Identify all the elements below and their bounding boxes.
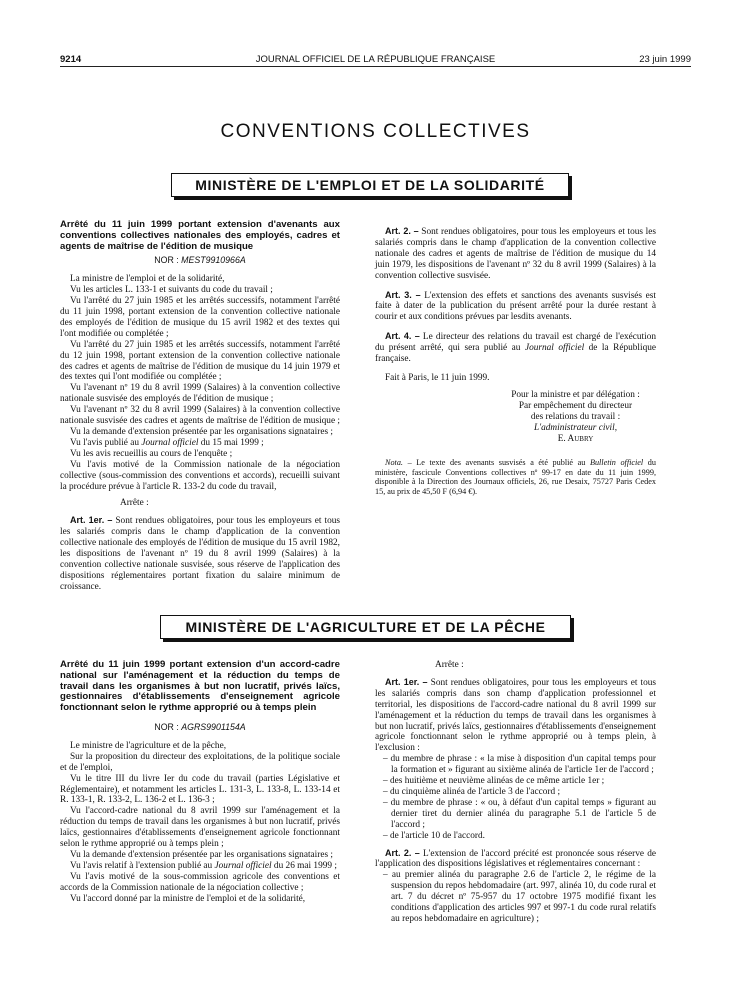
visa-line: Vu l'avis motivé de la sous-commission agricole des conventions et accords de la Commission nationale de la négociation collective ; xyxy=(60,871,340,893)
arrete-title: Arrêté du 11 juin 1999 portant extension d'un accord-cadre national sur l'aménagement et la réduction du temps de travail dans les organismes à but non lucratif, privés laïcs, gestionnaires d'établissements d'enseignement agricole fonctionnant selon le rythme approprié ou à temps plein xyxy=(60,659,340,714)
signatory-role: L'administrateur civil, xyxy=(533,422,618,433)
visa-journal: Vu l'avis relatif à l'extension publié au Journal officiel du 26 mai 1999 ; xyxy=(70,860,337,871)
column-emploi-left xyxy=(60,220,340,593)
article-4: Art. 4. – Le directeur des relations du travail est chargé de l'exécution du présent arrêté, qui sera publié au Journal officiel de la République française. xyxy=(375,331,657,365)
column-emploi-right xyxy=(375,220,656,496)
header-rule xyxy=(60,66,691,67)
exclusion-list xyxy=(375,754,656,841)
visa-line: Vu l'accord-cadre national du 8 avril 1999 sur l'aménagement et la réduction du temps de travail dans les organismes à but non lucratif, privés laïcs, gestionnaires d'établissements d'enseignement agricole fonctionnant selon le rythme approprié ou à temps plein ; xyxy=(60,806,340,850)
visa-line: Vu l'accord donné par la ministre de l'emploi et de la solidarité, xyxy=(70,893,306,904)
visa-line: Vu les articles L. 133-1 et suivants du code du travail ; xyxy=(70,285,273,296)
list-item: – du cinquième alinéa de l'article 3 de l'accord ; xyxy=(383,786,561,797)
article-2: Art. 2. – L'extension de l'accord précité est prononcée sous réserve de l'application des dispositions législatives et réglementaires concernant : xyxy=(375,847,656,870)
page-header xyxy=(60,54,691,70)
journal-title: JOURNAL OFFICIEL DE LA RÉPUBLIQUE FRANÇAISE xyxy=(255,54,496,65)
list-item: – des huitième et neuvième alinéas de ce même article 1er ; xyxy=(383,776,605,787)
ministry-box-emploi: MINISTÈRE DE L'EMPLOI ET DE LA SOLIDARITÉ xyxy=(171,173,569,197)
signature-block: Pour la ministre et par délégation : Par empêchement du directeur des relations du travail : L'administrateur civil, E. Aubry xyxy=(375,390,656,445)
nota: Nota. – Le texte des avenants susvisés a été publié au Bulletin officiel du ministère, fascicule Conventions collectives nº 99-17 en date du 11 juin 1999, disponible à la Direction des Journaux officiels, 26, rue Desaix, 75727 Paris Cedex 15, au prix de 45,50 F (6,94 €). xyxy=(375,458,656,496)
signatory-name: E. Aubry xyxy=(557,433,594,444)
list-item: – au premier alinéa du paragraphe 2.6 de l'article 2, le régime de la suspension du repos hebdomadaire (art. 997, alinéa 10, du code rural et art. 7 du décret nº 75-957 du 17 octobre 1975 modifié fixant les conditions d'application des articles 997 et 997-1 du code rural relatifs au repos hebdomadaire en agriculture) ; xyxy=(383,870,656,924)
article-1: Art. 1er. – Sont rendues obligatoires, pour tous les employeurs et tous les salariés compris dans son champ d'application professionnel et territorial, les dispositions de l'accord-cadre national du 8 avril 1999 sur l'aménagement et la réduction du temps de travail dans les organismes à but non lucratif, privés laïcs, gestionnaires d'établissements d'enseignement agricole fonctionnant selon le rythme approprié ou à temps plein, à l'exclusion : xyxy=(375,676,656,754)
visa-line: Vu l'arrêté du 27 juin 1985 et les arrêtés successifs, notamment l'arrêté du 11 juin 1998, portant extension de la convention collective nationale des employés de l'édition de musique du 15 avril 1982 et des textes qui l'ont modifiée ou complétée ; xyxy=(60,296,340,339)
section-title: CONVENTIONS COLLECTIVES xyxy=(220,121,531,142)
article-3: Art. 3. – L'extension des effets et sanctions des avenants susvisés est faite à dater de la publication du présent arrêté pour la durée restant à courir et aux conditions prévues par lesdits avenants. xyxy=(375,289,656,323)
visa-line: Vu l'avis motivé de la Commission nationale de la négociation collective (sous-commission des conventions et accords), recueilli suivant la procédure prévue à l'article R. 133-2 du code du travail, xyxy=(60,459,340,492)
article-1: Art. 1er. – Sont rendues obligatoires, pour tous les employeurs et tous les salariés compris dans le champ d'application de la convention collective nationale des employés de l'édition de musique du 15 avril 1982, les dispositions de l'avenant nº 19 du 8 avril 1999 (Salaires) à la convention collective nationale susvisée, sous réserve de l'application des dispositions réglementaires portant fixation du salaire minimum de croissance. xyxy=(60,515,340,592)
nor-code: MEST9910966A xyxy=(181,255,246,266)
article-2: Art. 2. – Sont rendues obligatoires, pour tous les employeurs et tous les salariés compris dans le champ d'application de la convention collective nationale des cadres et agents de maîtrise de l'édition de musique du 14 juin 1979, les dispositions de l'avenant nº 32 du 8 avril 1999 (Salaires) à la convention collective susvisée. xyxy=(375,226,657,281)
publication-date: 23 juin 1999 xyxy=(639,54,691,65)
visa-line: Vu l'arrêté du 27 juin 1985 et les arrêtés successifs, notamment l'arrêté du 12 juin 1998, portant extension de la convention collective nationale des cadres et agents de maîtrise de l'édition de musique du 14 juin 1979 et des textes qui l'ont modifiée ou complétée ; xyxy=(60,339,340,383)
visa-journal: Vu l'avis publié au Journal officiel du 15 mai 1999 ; xyxy=(70,437,264,448)
page-number: 9214 xyxy=(60,54,82,65)
fait-a-paris: Fait à Paris, le 11 juin 1999. xyxy=(385,372,490,383)
visa-line: Vu l'avenant nº 32 du 8 avril 1999 (Salaires) à la convention collective nationale susvisée des cadres et agents de maîtrise de l'édition de musique ; xyxy=(60,405,340,427)
column-agriculture-right xyxy=(375,660,656,925)
list-item: – de l'article 10 de l'accord. xyxy=(383,830,485,841)
arrete-title: Arrêté du 11 juin 1999 portant extension d'avenants aux conventions collectives nationales des employés, cadres et agents de maîtrise de l'édition de musique xyxy=(60,219,340,252)
visa-line: Vu la demande d'extension présentée par les organisations signataires ; xyxy=(70,849,333,860)
visa-line: Le ministre de l'agriculture et de la pêche, xyxy=(70,740,227,751)
nor-reference: NOR : AGRS9901154A xyxy=(154,721,246,732)
column-agriculture-left xyxy=(60,660,340,904)
visa-line: Vu les avis recueillis au cours de l'enquête ; xyxy=(70,448,233,459)
visa-line: La ministre de l'emploi et de la solidarité, xyxy=(70,274,225,285)
arrete-label: Arrête : xyxy=(120,498,149,509)
nor-reference: NOR : MEST9910966A xyxy=(154,255,246,266)
ministry-box-agriculture: MINISTÈRE DE L'AGRICULTURE ET DE LA PÊCHE xyxy=(160,615,571,639)
nor-code: AGRS9901154A xyxy=(181,721,246,732)
arrete-label: Arrête : xyxy=(435,660,464,670)
visa-line: Sur la proposition du directeur des exploitations, de la politique sociale et de l'emploi, xyxy=(60,751,340,773)
visa-line: Vu l'avenant nº 19 du 8 avril 1999 (Salaires) à la convention collective nationale susvisée des employés de l'édition de musique ; xyxy=(60,383,340,405)
reserve-list xyxy=(375,870,656,925)
list-item: – du membre de phrase : « ou, à défaut d'un capital temps » figurant au dernier tiret du dernier alinéa du paragraphe 5.1 de l'article 5 de l'accord ; xyxy=(383,797,656,830)
visa-line: Vu la demande d'extension présentée par les organisations signataires ; xyxy=(70,426,333,437)
visa-line: Vu le titre III du livre Ier du code du travail (parties Législative et Réglementaire), et notamment les articles L. 131-3, L. 133-8, L. 133-14 et R. 133-1, R. 133-2, L. 136-2 et L. 136-3 ; xyxy=(60,773,340,806)
list-item: – du membre de phrase : « la mise à disposition d'un capital temps pour la formation et » figurant au sixième alinéa de l'article 1er de l'accord ; xyxy=(383,754,656,776)
